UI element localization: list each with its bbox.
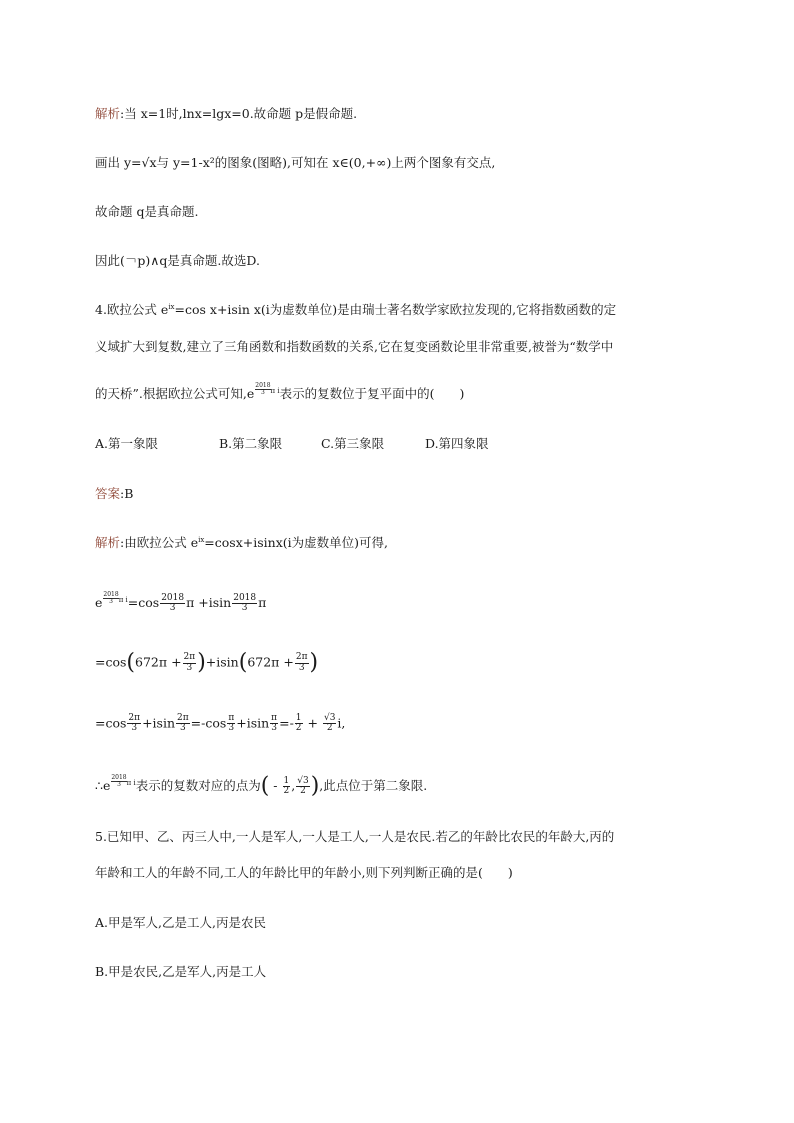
q4-stem3a: 的天桥”.根据欧拉公式可知,e bbox=[95, 386, 255, 401]
exponent-pi-i: π i bbox=[270, 386, 280, 395]
eq2-frac-b: $\frac{2\pi}{3}$ bbox=[295, 652, 308, 673]
eq2-isin: +isin bbox=[205, 654, 239, 670]
q5-stem-line1: 5.已知甲、乙、丙三人中,一人是军人,一人是工人,一人是农民.若乙的年龄比农民的年龄大,丙的 bbox=[95, 829, 615, 844]
q4-stem-line2: 义域扩大到复数,建立了三角函数和指数函数的关系,它在复变函数论里非常重要,被誉为“数学中 bbox=[95, 339, 614, 354]
q4-analysis-intro bbox=[95, 537, 388, 550]
q4-analysis-intro-a: :由欧拉公式 e bbox=[120, 535, 199, 551]
q5-stem-line2: 年龄和工人的年龄不同,工人的年龄比甲的年龄小,则下列判断正确的是( ) bbox=[95, 865, 513, 880]
eq1-exp-frac: $\frac{2018}{3}$ bbox=[103, 591, 119, 605]
q3-analysis-line3: 故命题 q是真命题. bbox=[95, 204, 199, 219]
equation-3: =cos $\frac{2\pi}{3}$ +isin $\frac{2\pi}{3}$ =-cos $\frac{\pi}{3}$ +isin $\frac{\pi}{3}$ =- $\frac{1}{2}$ + $\frac{√3}{2}$ i, bbox=[95, 713, 346, 734]
eq3-frac-5: $\frac{1}{2}$ bbox=[295, 713, 302, 734]
conclusion-text: 表示的复数对应的点为 bbox=[135, 778, 261, 793]
q4-answer bbox=[95, 488, 133, 501]
q4-analysis-sup: ix bbox=[198, 536, 205, 544]
equation-2: =cos(672π + $\frac{2\pi}{3}$ )+isin(672π + $\frac{2\pi}{3}$ ) bbox=[95, 650, 319, 675]
analysis-label: 解析 bbox=[95, 106, 121, 121]
eq3-frac-3: $\frac{\pi}{3}$ bbox=[228, 713, 235, 734]
eq1-pi: π bbox=[258, 595, 267, 610]
q4-option-d: D.第四象限 bbox=[425, 436, 489, 451]
q4-stem1-sup: ix bbox=[168, 303, 175, 311]
conclusion-exp-pi-i: π i bbox=[126, 778, 136, 787]
q4-option-b: B.第二象限 bbox=[219, 436, 283, 451]
answer-label: 答案 bbox=[95, 486, 121, 501]
eq1-frac-b: $\frac{2018}{3}$ bbox=[233, 592, 257, 613]
answer-value: :B bbox=[120, 486, 134, 501]
eq2-term-b: 672π + bbox=[247, 654, 294, 670]
q4-stem-line1 bbox=[95, 304, 616, 317]
eq1-frac-a: $\frac{2018}{3}$ bbox=[161, 592, 185, 613]
point-y: $\frac{√3}{2}$ bbox=[297, 775, 309, 796]
conclusion-end: ,此点位于第二象限. bbox=[319, 778, 428, 793]
q5-option-a: A.甲是军人,乙是工人,丙是农民 bbox=[95, 915, 266, 930]
eq2-frac-a: $\frac{2\pi}{3}$ bbox=[183, 652, 196, 673]
eq3-frac-6: $\frac{√3}{2}$ bbox=[323, 713, 336, 734]
q4-stem1: 4.欧拉公式 e bbox=[95, 302, 169, 318]
q4-stem1-rest: =cos x+isin x(i为虚数单位)是由瑞士著名数学家欧拉发现的,它将指数函数的定 bbox=[174, 302, 617, 318]
q4-stem3b: 表示的复数位于复平面中的( ) bbox=[279, 386, 465, 401]
conclusion-e: ∴e bbox=[95, 778, 111, 793]
eq3-cos: =cos bbox=[95, 715, 127, 731]
eq2-cos: =cos bbox=[95, 654, 127, 670]
q5-option-b: B.甲是农民,乙是军人,丙是工人 bbox=[95, 964, 267, 979]
q4-stem-line3 bbox=[95, 383, 464, 401]
eq1-exp-pi-i: π i bbox=[118, 595, 128, 604]
q3-analysis-text1: :当 x=1时,lnx=lgx=0.故命题 p是假命题. bbox=[120, 106, 358, 121]
q3-analysis-line1 bbox=[95, 108, 357, 121]
eq1-isin: π +isin bbox=[186, 595, 232, 610]
eq3-frac-2: $\frac{2\pi}{3}$ bbox=[177, 713, 189, 734]
q3-analysis-line2: 画出 y=√x与 y=1-x²的图象(图略),可知在 x∈(0,+∞)上两个图象有交点, bbox=[95, 155, 496, 170]
q4-option-c: C.第三象限 bbox=[321, 436, 385, 451]
eq3-frac-4: $\frac{\pi}{3}$ bbox=[271, 713, 278, 734]
point-x: $\frac{1}{2}$ bbox=[283, 775, 290, 796]
q4-option-a: A.第一象限 bbox=[95, 436, 159, 451]
equation-1: e $\frac{2018}{3}$ $^{\pi i}$=cos $\frac{2018}{3}$ π +isin $\frac{2018}{3}$ π bbox=[95, 591, 267, 613]
eq2-term-a: 672π + bbox=[135, 654, 182, 670]
conclusion-exp-frac: $\frac{2018}{3}$ bbox=[111, 774, 127, 788]
q4-analysis-intro-b: =cosx+isinx(i为虚数单位)可得, bbox=[204, 535, 388, 551]
q4-options bbox=[95, 438, 489, 451]
q3-analysis-line4: 因此(￢p)∧q是真命题.故选D. bbox=[95, 253, 260, 268]
exponent-fraction: $\frac{2018}{3}$ bbox=[255, 382, 271, 396]
eq1-cos: =cos bbox=[127, 595, 160, 610]
analysis-label: 解析 bbox=[95, 535, 121, 551]
q4-conclusion: ∴e $\frac{2018}{3}$ $^{\pi i}$表示的复数对应的点为( - $\frac{1}{2}$ , $\frac{√3}{2}$ ),此点位于第二象限. bbox=[95, 773, 428, 799]
eq3-frac-1: $\frac{2\pi}{3}$ bbox=[128, 713, 141, 734]
